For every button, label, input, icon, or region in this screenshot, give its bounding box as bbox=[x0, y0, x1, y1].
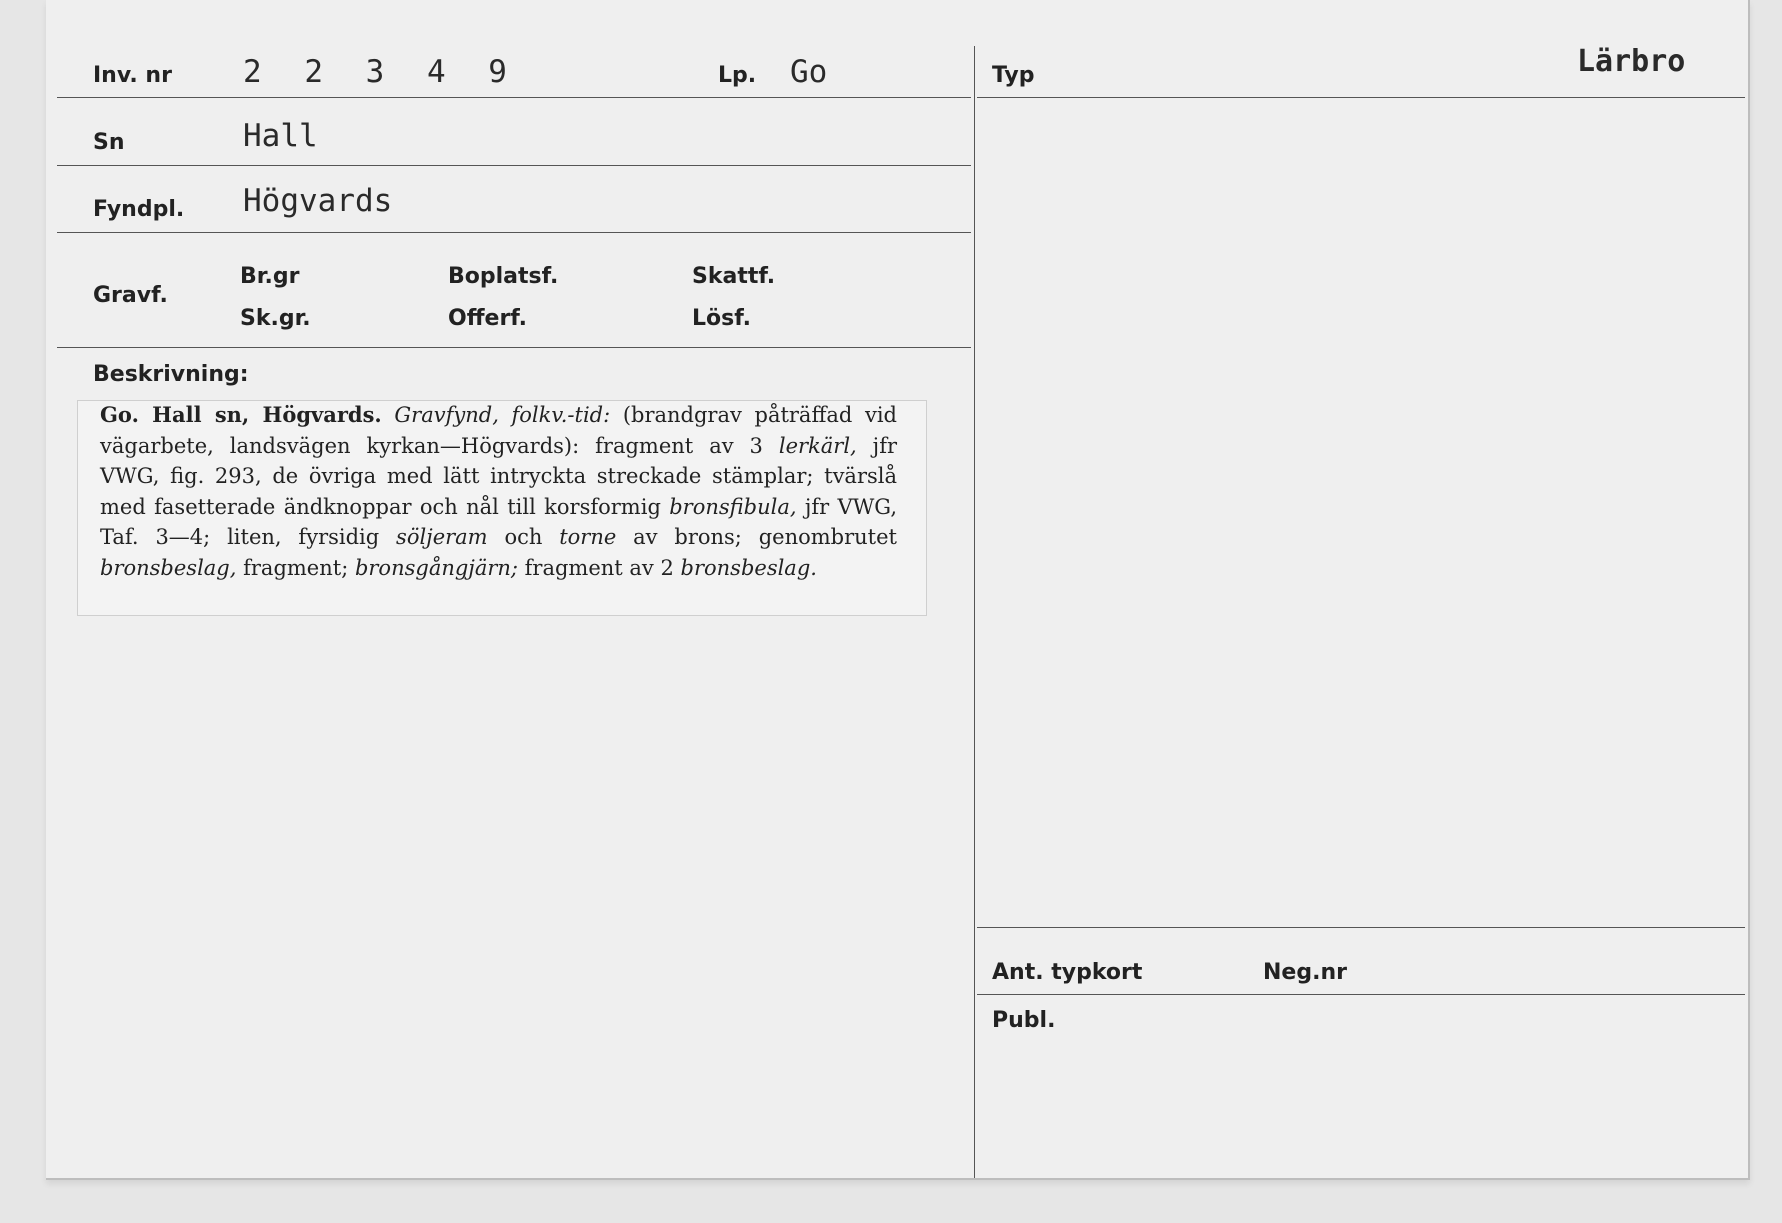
description-segment: (brandgrav påträffad vid vägarbete, landsvägen kyrkan—Högvards): fragment av 3 bbox=[100, 403, 898, 458]
offerf-label: Offerf. bbox=[448, 306, 528, 331]
rule-sn bbox=[57, 165, 971, 166]
beskrivning-label: Beskrivning: bbox=[93, 362, 249, 387]
location-stamp: Lärbro bbox=[1577, 44, 1686, 79]
skattf-label: Skattf. bbox=[692, 264, 776, 289]
br-gr-label: Br.gr bbox=[240, 264, 300, 289]
description-segment: söljeram bbox=[396, 525, 488, 549]
publ-label: Publ. bbox=[992, 1008, 1056, 1033]
rule-typ bbox=[977, 97, 1745, 98]
losf-label: Lösf. bbox=[692, 306, 751, 331]
description-segment: bronsgångjärn; bbox=[354, 555, 518, 580]
description-segment: torne bbox=[559, 525, 617, 549]
column-divider bbox=[974, 46, 975, 1178]
fyndpl-label: Fyndpl. bbox=[93, 197, 185, 222]
sk-gr-label: Sk.gr. bbox=[240, 306, 311, 331]
inv-nr-label: Inv. nr bbox=[93, 63, 172, 88]
description-segment: bronsbeslag, bbox=[100, 555, 237, 580]
description-segment: Gravfynd, folkv.-tid: bbox=[394, 403, 611, 427]
sn-label: Sn bbox=[93, 130, 125, 155]
description-segment bbox=[382, 403, 395, 427]
description-segment: jfr VWG, fig. 293, de övriga med lätt intryckta streckade stämplar; tvärslå med fasetterade ändknoppar och nål till korsformig bbox=[100, 433, 898, 519]
description-segment: fragment av 2 bbox=[517, 555, 681, 580]
description-segment: och bbox=[487, 525, 560, 549]
rule-publ bbox=[977, 994, 1745, 995]
rule-fyndpl bbox=[57, 232, 971, 233]
description-segment: Go. Hall sn, Högvards. bbox=[100, 402, 382, 427]
description-text bbox=[100, 400, 897, 583]
rule-inv bbox=[57, 97, 971, 98]
boplatsf-label: Boplatsf. bbox=[448, 264, 559, 289]
description-segment: av brons; genombrutet bbox=[616, 525, 897, 549]
fyndpl-value: Högvards bbox=[243, 183, 393, 219]
sn-value: Hall bbox=[243, 118, 318, 154]
gravf-label: Gravf. bbox=[93, 283, 168, 308]
ant-typkort-label: Ant. typkort bbox=[992, 960, 1143, 985]
rule-gravf bbox=[57, 347, 971, 348]
description-segment: fragment; bbox=[236, 555, 355, 580]
neg-nr-label: Neg.nr bbox=[1263, 960, 1347, 985]
inv-nr-value: 2 2 3 4 9 bbox=[243, 54, 519, 90]
description-segment: jfr VWG, Taf. 3—4; liten, fyrsidig bbox=[100, 494, 898, 549]
description-segment: bronsfibula, bbox=[669, 494, 797, 519]
rule-ant-typkort bbox=[977, 927, 1745, 928]
typ-label: Typ bbox=[992, 63, 1035, 88]
description-segment: lerkärl, bbox=[778, 433, 857, 458]
lp-label: Lp. bbox=[718, 63, 757, 88]
lp-value: Go bbox=[790, 54, 828, 90]
description-segment: bronsbeslag. bbox=[680, 555, 817, 580]
